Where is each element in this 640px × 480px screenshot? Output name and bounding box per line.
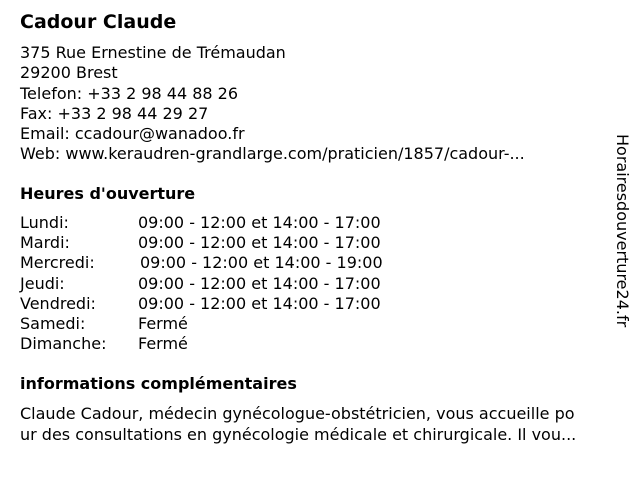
city: 29200 Brest — [20, 63, 118, 83]
web-label: Web: — [20, 144, 66, 164]
watermark-text: Horairesdouverture24.fr — [613, 134, 632, 328]
hours-row-monday — [20, 213, 383, 233]
web-link[interactable]: www.keraudren-grandlarge.com/praticien/1857/cadour-... — [65, 144, 525, 164]
day-hours: 09:00 - 12:00 et 14:00 - 17:00 — [138, 233, 381, 253]
day-label: Samedi: — [20, 314, 86, 334]
day-hours: 09:00 - 12:00 et 14:00 - 17:00 — [138, 293, 381, 313]
info-description — [20, 403, 630, 445]
hours-heading: Heures d'ouverture — [20, 184, 196, 203]
day-label: Vendredi: — [20, 293, 96, 313]
info-heading: informations complémentaires — [20, 374, 297, 393]
fax: Fax: +33 2 98 44 29 27 — [20, 103, 209, 123]
hours-row-friday — [20, 294, 383, 314]
day-label: Mardi: — [20, 233, 70, 253]
day-hours: Fermé — [138, 314, 188, 334]
hours-row-tuesday — [20, 233, 383, 253]
contact-block — [20, 43, 525, 165]
address: 375 Rue Ernestine de Trémaudan — [20, 43, 286, 62]
description-line: Claude Cadour, médecin gynécologue-obstétricien, vous accueille po — [20, 404, 575, 423]
hours-row-thursday — [20, 274, 383, 294]
email-label: Email: — [20, 124, 75, 144]
day-hours: 09:00 - 12:00 et 14:00 - 17:00 — [138, 213, 381, 232]
day-label: Mercredi: — [20, 253, 95, 273]
phone: Telefon: +33 2 98 44 88 26 — [20, 83, 239, 103]
day-hours: 09:00 - 12:00 et 14:00 - 17:00 — [138, 273, 381, 293]
description-line: ur des consultations en gynécologie médicale et chirurgicale. Il vou... — [20, 425, 577, 444]
hours-row-sunday — [20, 334, 383, 354]
day-label: Dimanche: — [20, 334, 107, 354]
day-label: Lundi: — [20, 213, 69, 232]
day-hours: 09:00 - 12:00 et 14:00 - 19:00 — [140, 253, 383, 273]
email-line — [20, 124, 525, 144]
hours-row-wednesday — [20, 253, 383, 273]
day-label: Jeudi: — [20, 273, 65, 293]
hours-row-saturday — [20, 314, 383, 334]
hours-table — [20, 213, 383, 354]
email-link[interactable]: ccadour@wanadoo.fr — [74, 124, 245, 144]
business-name: Cadour Claude — [20, 11, 177, 33]
web-line — [20, 144, 525, 164]
day-hours: Fermé — [138, 334, 188, 354]
